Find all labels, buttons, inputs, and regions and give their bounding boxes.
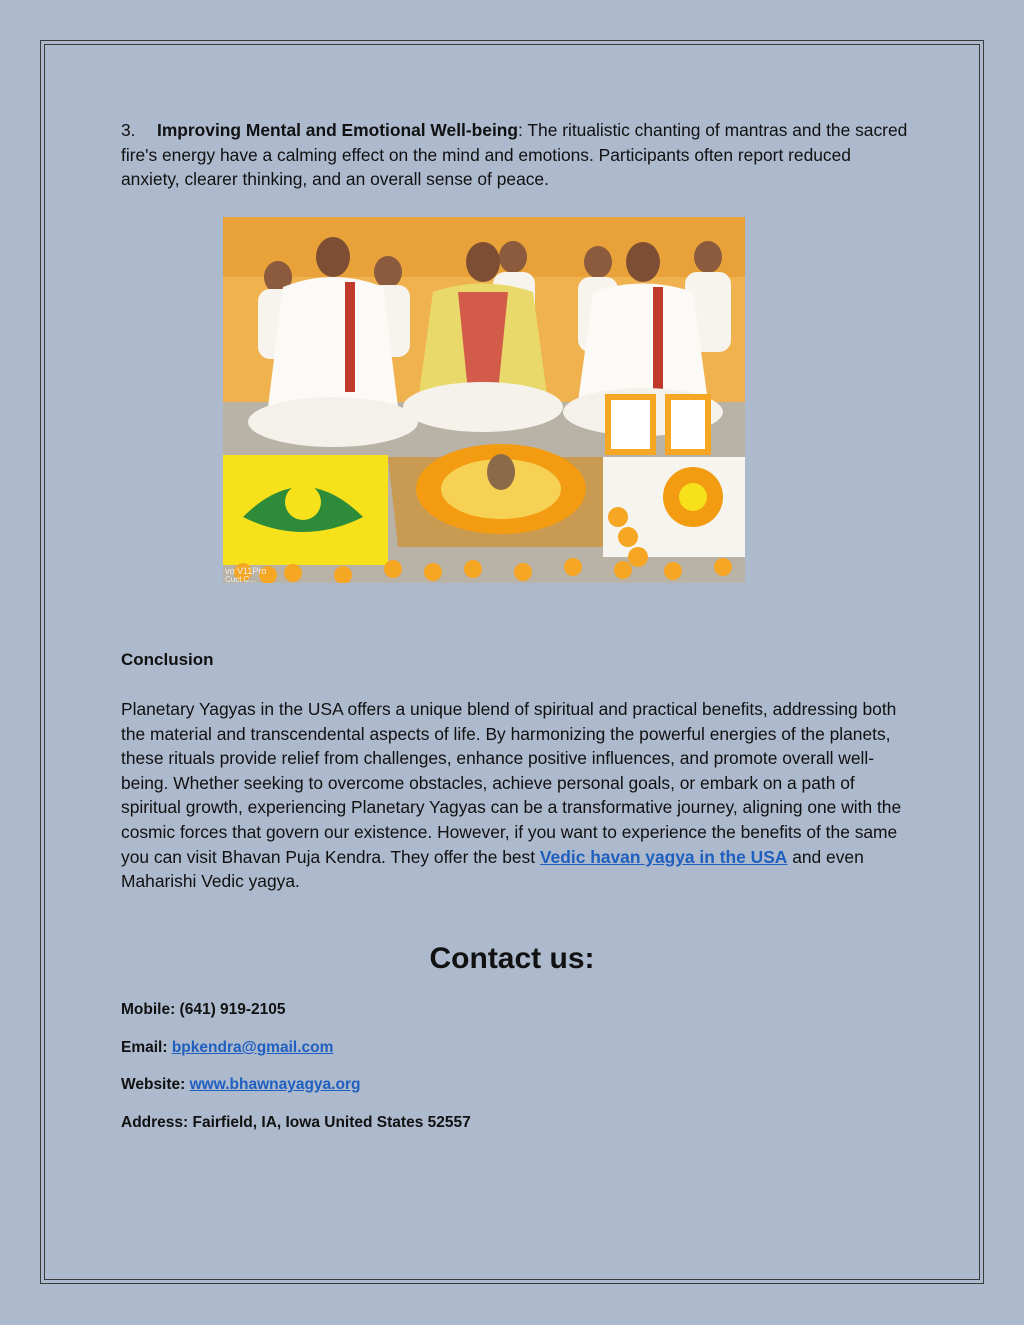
yagya-photo-illustration bbox=[223, 217, 745, 583]
item3-paragraph bbox=[121, 118, 911, 192]
conclusion-text: Planetary Yagyas in the USA offers a unique blend of spiritual and practical benefits, addressing both the material and transcendental aspects of life. By harmonizing the powerful energies of the planets, these rituals provide relief from challenges, enhance positive influences, and promote overall well-being. Whether seeking to overcome obstacles, achieve personal goals, or embark on a path of spiritual growth, experiencing Planetary Yagyas can be a transformative journey, aligning one with the cosmic forces that govern our existence. However, if you want to experience the benefits of the same you can visit Bhavan Puja Kendra. They offer the best bbox=[121, 699, 902, 867]
website-label: Website: bbox=[121, 1076, 190, 1093]
item3-number: 3. bbox=[121, 120, 136, 140]
item3-paragraph-wrapper bbox=[121, 118, 911, 192]
contact-heading: Contact us: bbox=[429, 942, 595, 975]
yagya-ceremony-photo bbox=[223, 217, 745, 583]
email-link[interactable]: bpkendra@gmail.com bbox=[171, 1039, 334, 1056]
contact-email bbox=[121, 1039, 333, 1057]
photo-watermark-line1: vo V11Pro bbox=[225, 566, 267, 576]
item3-heading: Improving Mental and Emotional Well-being bbox=[157, 120, 519, 140]
conclusion-paragraph bbox=[121, 697, 911, 894]
item3-text: : The ritualistic chanting of mantras and the sacred fire's energy have a calming effect on the mind and emotions. Participants often report reduced anxiety, clearer thinking, and an overall sense of peace. bbox=[121, 120, 908, 190]
conclusion-title: Conclusion bbox=[121, 650, 214, 669]
website-link[interactable]: www.bhawnayagya.org bbox=[189, 1076, 361, 1093]
vedic-havan-yagya-link[interactable]: Vedic havan yagya in the USA bbox=[539, 846, 788, 867]
contact-mobile: Mobile: (641) 919-2105 bbox=[121, 1001, 286, 1018]
contact-address: Address: Fairfield, IA, Iowa United States 52557 bbox=[121, 1114, 471, 1131]
contact-website bbox=[121, 1076, 360, 1094]
photo-watermark-line2: Cuct C... bbox=[225, 575, 257, 583]
conclusion-text-end: and even Maharishi Vedic yagya. bbox=[121, 846, 864, 892]
email-label: Email: bbox=[121, 1039, 172, 1056]
